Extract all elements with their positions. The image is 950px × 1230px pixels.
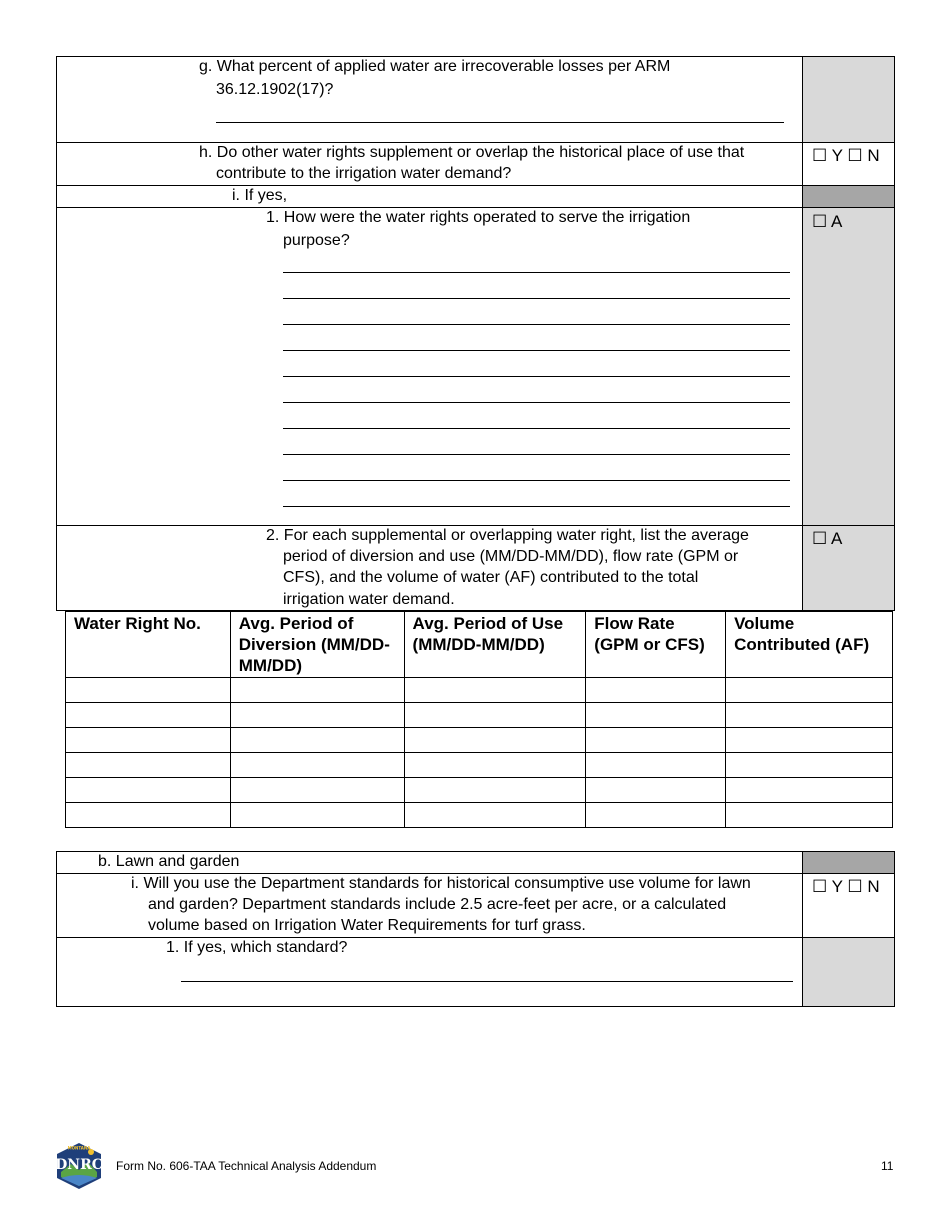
question-2-line-2: period of diversion and use (MM/DD-MM/DD), flow rate (GPM or <box>283 548 739 565</box>
table-row <box>66 778 893 803</box>
table-cell[interactable] <box>66 703 231 728</box>
table-cell[interactable] <box>66 728 231 753</box>
form-name: Form No. 606-TAA Technical Analysis Addendum <box>116 1159 377 1173</box>
table-cell[interactable] <box>230 678 404 703</box>
question-1-label: 1. How were the water rights operated to serve the irrigation <box>266 209 691 226</box>
row-q1-answer-cell <box>802 207 895 526</box>
table-header-row <box>66 612 893 678</box>
logo-top-text: MONTANA <box>67 1145 91 1151</box>
table-cell[interactable] <box>230 753 404 778</box>
table-cell[interactable] <box>726 703 893 728</box>
a-checkbox-q2[interactable]: ☐ A <box>812 529 843 548</box>
table-cell[interactable] <box>66 678 231 703</box>
table-cell[interactable] <box>404 728 586 753</box>
yes-no-checkbox-b-i[interactable]: ☐ Y ☐ N <box>812 877 880 896</box>
question-h-label-cont: contribute to the irrigation water demand? <box>216 165 512 182</box>
table-cell[interactable] <box>404 778 586 803</box>
table-cell[interactable] <box>586 703 726 728</box>
column-header-volume-contributed: Volume Contributed (AF) <box>726 612 893 678</box>
answer-line-b-1[interactable] <box>181 981 793 982</box>
answer-line[interactable] <box>283 324 790 325</box>
table-row <box>66 753 893 778</box>
yes-no-checkbox-h[interactable]: ☐ Y ☐ N <box>812 146 880 165</box>
table-cell[interactable] <box>726 678 893 703</box>
row-i <box>56 185 803 208</box>
answer-line[interactable] <box>283 376 790 377</box>
answer-line-g[interactable] <box>216 122 784 123</box>
table-cell[interactable] <box>726 753 893 778</box>
question-b-i-line-1: i. Will you use the Department standards for historical consumptive use volume for lawn <box>131 875 751 892</box>
question-b-i-line-2: and garden? Department standards include 2.5 acre-feet per acre, or a calculated <box>148 896 727 913</box>
question-2-line-3: CFS), and the volume of water (AF) contributed to the total <box>283 569 699 586</box>
table-cell[interactable] <box>66 753 231 778</box>
answer-line[interactable] <box>283 272 790 273</box>
section-b-title: b. Lawn and garden <box>98 853 240 870</box>
table-cell[interactable] <box>726 728 893 753</box>
question-1-label-cont: purpose? <box>283 232 350 249</box>
question-2-line-4: irrigation water demand. <box>283 591 455 608</box>
table-cell[interactable] <box>586 678 726 703</box>
table-cell[interactable] <box>586 728 726 753</box>
table-cell[interactable] <box>726 778 893 803</box>
question-g-label-cont: 36.12.1902(17)? <box>216 81 334 98</box>
table-row <box>66 678 893 703</box>
table-row <box>66 728 893 753</box>
answer-line[interactable] <box>283 454 790 455</box>
table-cell[interactable] <box>404 678 586 703</box>
row-b-q1-answer-cell <box>802 937 895 1007</box>
row-b-title-answer-cell <box>802 851 895 874</box>
table-cell[interactable] <box>586 803 726 828</box>
table-row <box>66 803 893 828</box>
table-row <box>66 703 893 728</box>
table-cell[interactable] <box>230 803 404 828</box>
question-b-i-line-3: volume based on Irrigation Water Requirements for turf grass. <box>148 917 586 934</box>
a-checkbox-q1[interactable]: ☐ A <box>812 212 843 231</box>
question-2-line-1: 2. For each supplemental or overlapping water right, list the average <box>266 527 749 544</box>
row-i-answer-cell <box>802 185 895 208</box>
page-number: 11 <box>881 1159 894 1173</box>
question-g-label: g. What percent of applied water are irrecoverable losses per ARM <box>199 58 671 75</box>
column-header-water-right-no: Water Right No. <box>66 612 231 678</box>
row-q1 <box>56 207 803 526</box>
answer-line[interactable] <box>283 402 790 403</box>
table-cell[interactable] <box>404 803 586 828</box>
water-rights-table <box>65 611 893 828</box>
table-cell[interactable] <box>404 753 586 778</box>
table-cell[interactable] <box>404 703 586 728</box>
table-cell[interactable] <box>726 803 893 828</box>
question-i-label: i. If yes, <box>232 187 288 204</box>
column-header-avg-period-diversion: Avg. Period of Diversion (MM/DD-MM/DD) <box>230 612 404 678</box>
question-h-label: h. Do other water rights supplement or overlap the historical place of use that <box>199 144 745 161</box>
table-cell[interactable] <box>586 778 726 803</box>
answer-line[interactable] <box>283 428 790 429</box>
question-b-1-label: 1. If yes, which standard? <box>166 939 348 956</box>
table-cell[interactable] <box>230 703 404 728</box>
column-header-flow-rate: Flow Rate (GPM or CFS) <box>586 612 726 678</box>
table-cell[interactable] <box>230 728 404 753</box>
answer-line[interactable] <box>283 298 790 299</box>
answer-line[interactable] <box>283 506 790 507</box>
row-g-answer-cell <box>802 56 895 143</box>
table-cell[interactable] <box>66 778 231 803</box>
answer-line[interactable] <box>283 480 790 481</box>
table-cell[interactable] <box>230 778 404 803</box>
dnrc-logo <box>55 1142 103 1190</box>
logo-text: DNRC <box>55 1157 103 1173</box>
answer-line[interactable] <box>283 350 790 351</box>
column-header-avg-period-use: Avg. Period of Use (MM/DD-MM/DD) <box>404 612 586 678</box>
table-cell[interactable] <box>66 803 231 828</box>
table-cell[interactable] <box>586 753 726 778</box>
